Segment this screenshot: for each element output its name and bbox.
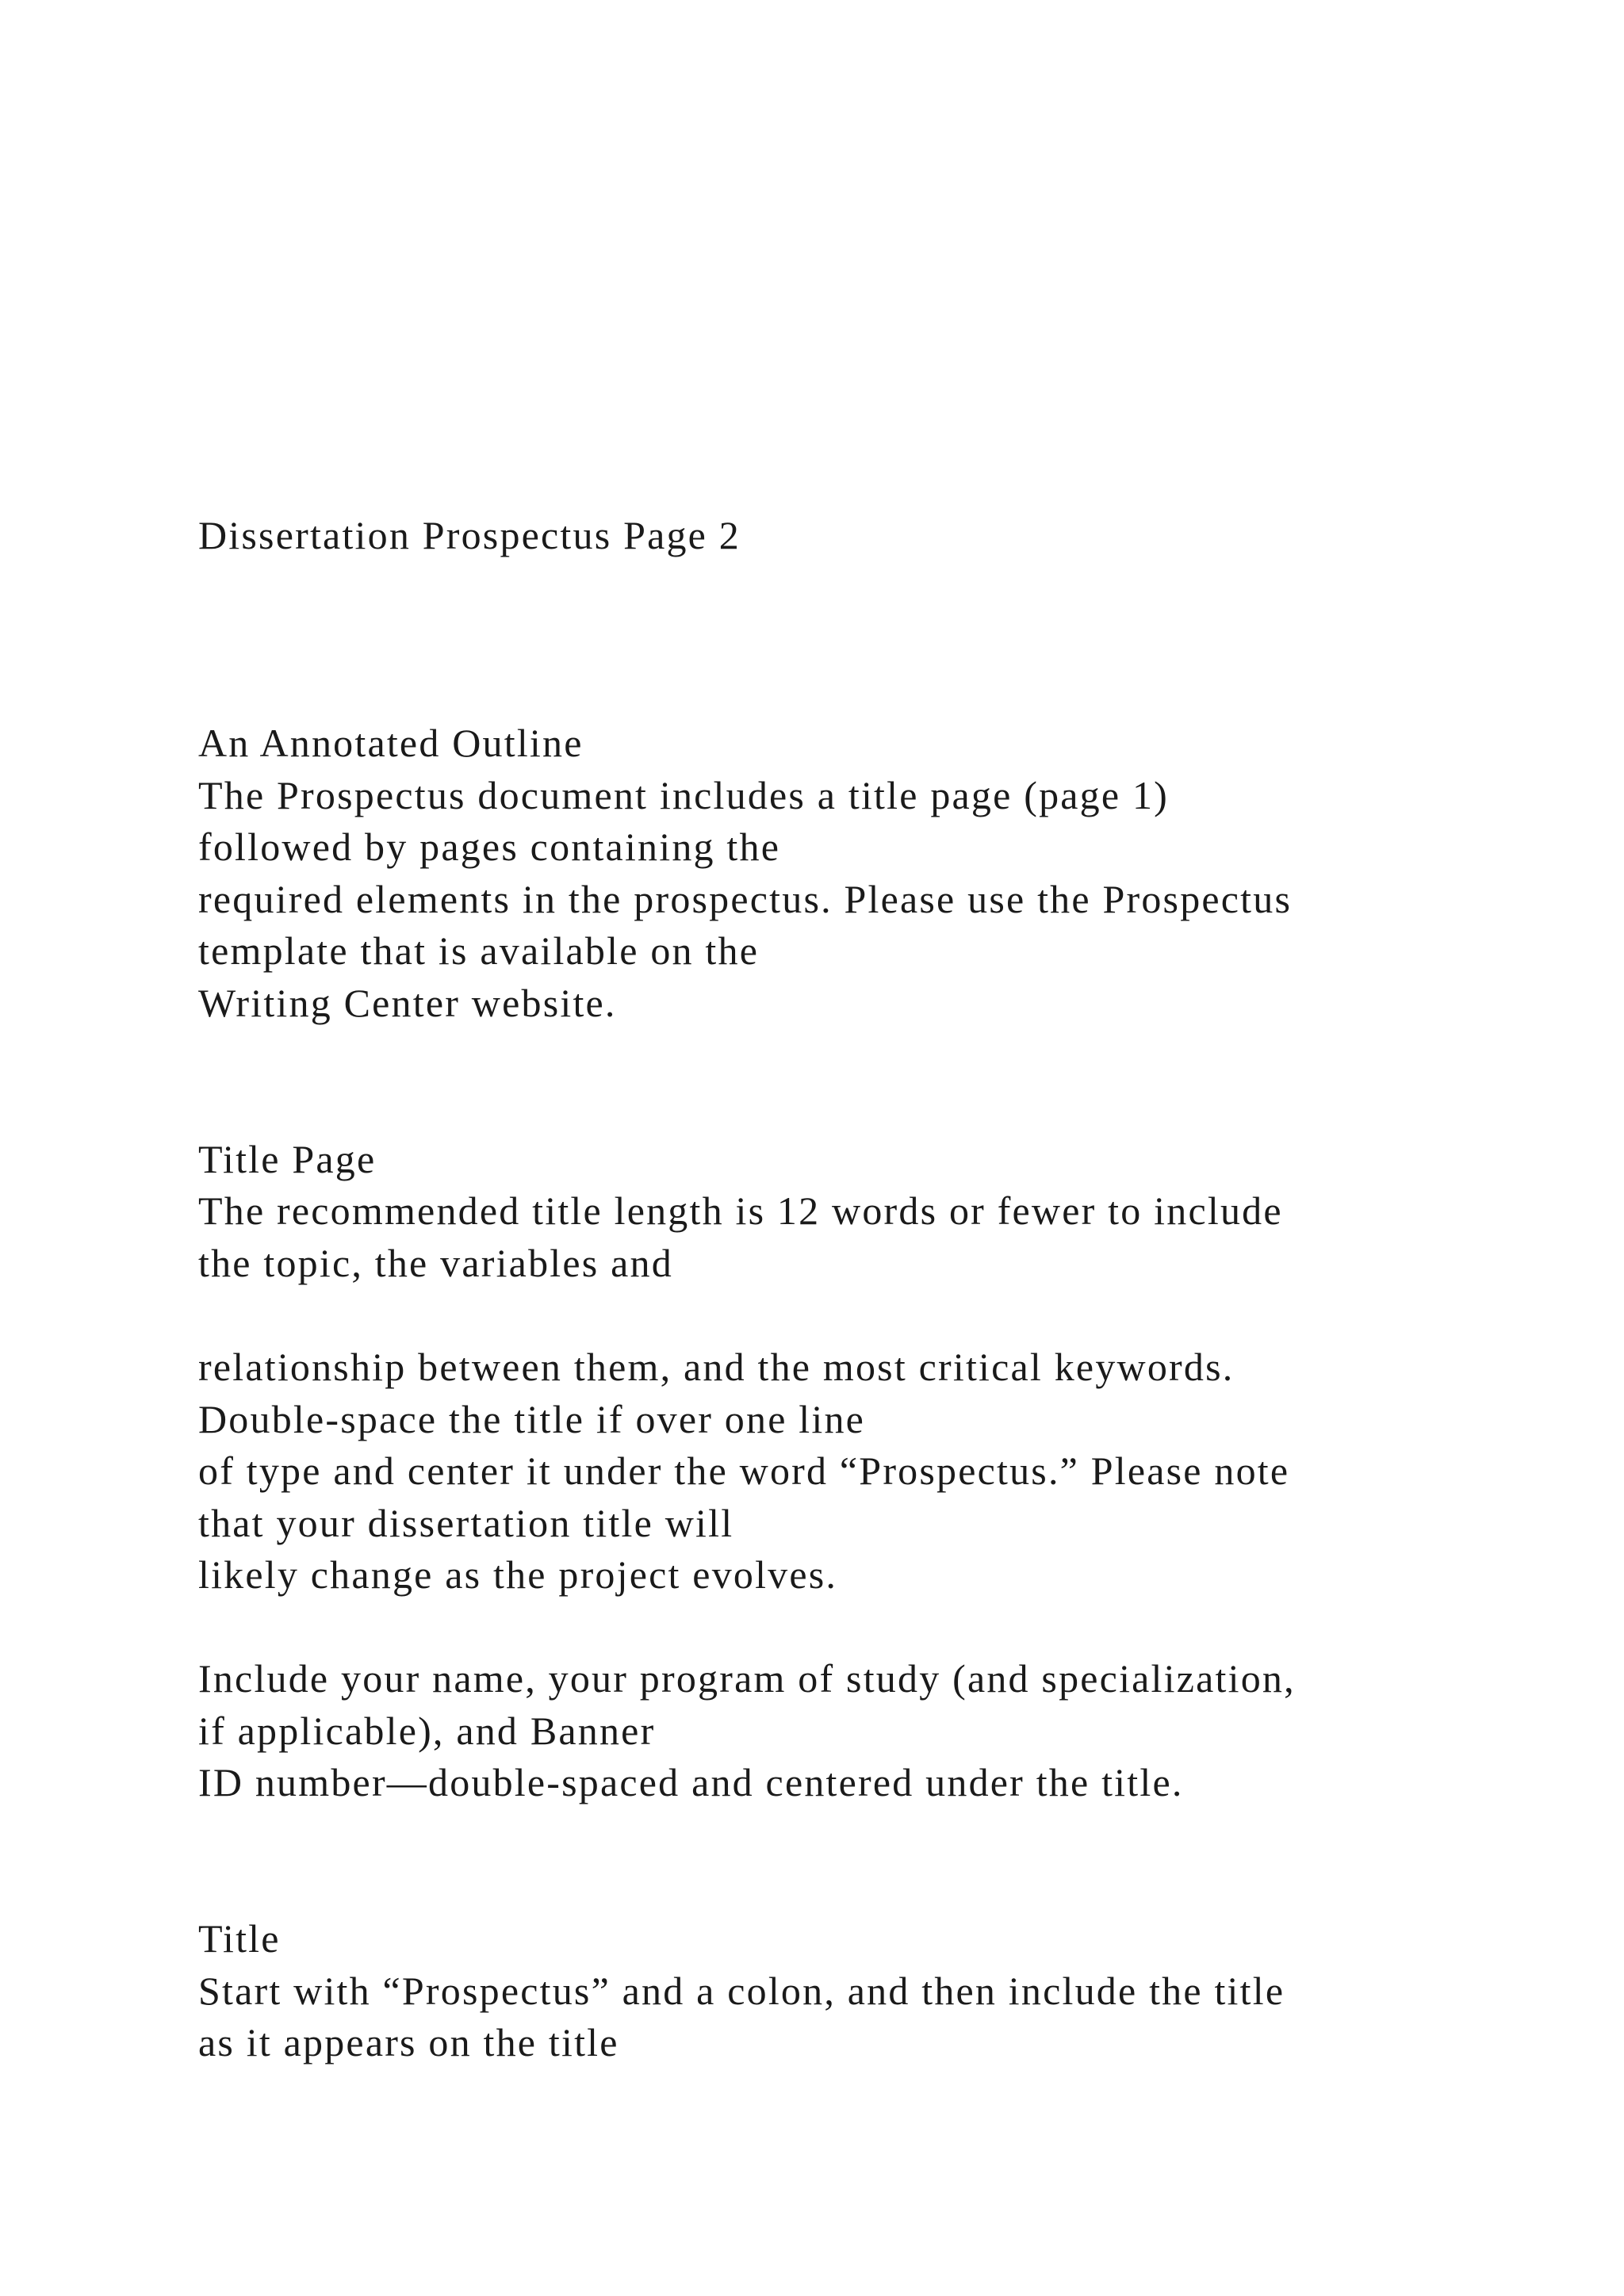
- title-page-line: The recommended title length is 12 words or fewer to include: [198, 1188, 1283, 1233]
- outline-line: followed by pages containing the: [198, 825, 781, 869]
- title-line: as it appears on the title: [198, 2020, 619, 2064]
- outline-line: required elements in the prospectus. Please use the Prospectus: [198, 877, 1293, 921]
- outline-line: The Prospectus document includes a title page (page 1): [198, 773, 1169, 817]
- outline-heading: An Annotated Outline: [198, 721, 584, 765]
- title-page-line: Include your name, your program of study (and specialization,: [198, 1656, 1296, 1701]
- title-page-line: relationship between them, and the most critical keywords.: [198, 1345, 1235, 1389]
- outline-line: Writing Center website.: [198, 981, 617, 1025]
- title-page-heading: Title Page: [198, 1137, 377, 1181]
- title-page-line: ID number—double-spaced and centered under the title.: [198, 1760, 1184, 1804]
- title-page-line: that your dissertation title will: [198, 1501, 734, 1545]
- title-page-line: if applicable), and Banner: [198, 1709, 656, 1753]
- outline-line: template that is available on the: [198, 928, 760, 973]
- title-page-line: the topic, the variables and: [198, 1241, 673, 1285]
- title-heading: Title: [198, 1916, 281, 1961]
- page-header: Dissertation Prospectus Page 2: [198, 513, 741, 557]
- title-page-line: likely change as the project evolves.: [198, 1552, 838, 1597]
- title-page-line: of type and center it under the word “Prospectus.” Please note: [198, 1448, 1290, 1493]
- title-page-line: Double-space the title if over one line: [198, 1397, 866, 1441]
- title-line: Start with “Prospectus” and a colon, and then include the title: [198, 1969, 1285, 2013]
